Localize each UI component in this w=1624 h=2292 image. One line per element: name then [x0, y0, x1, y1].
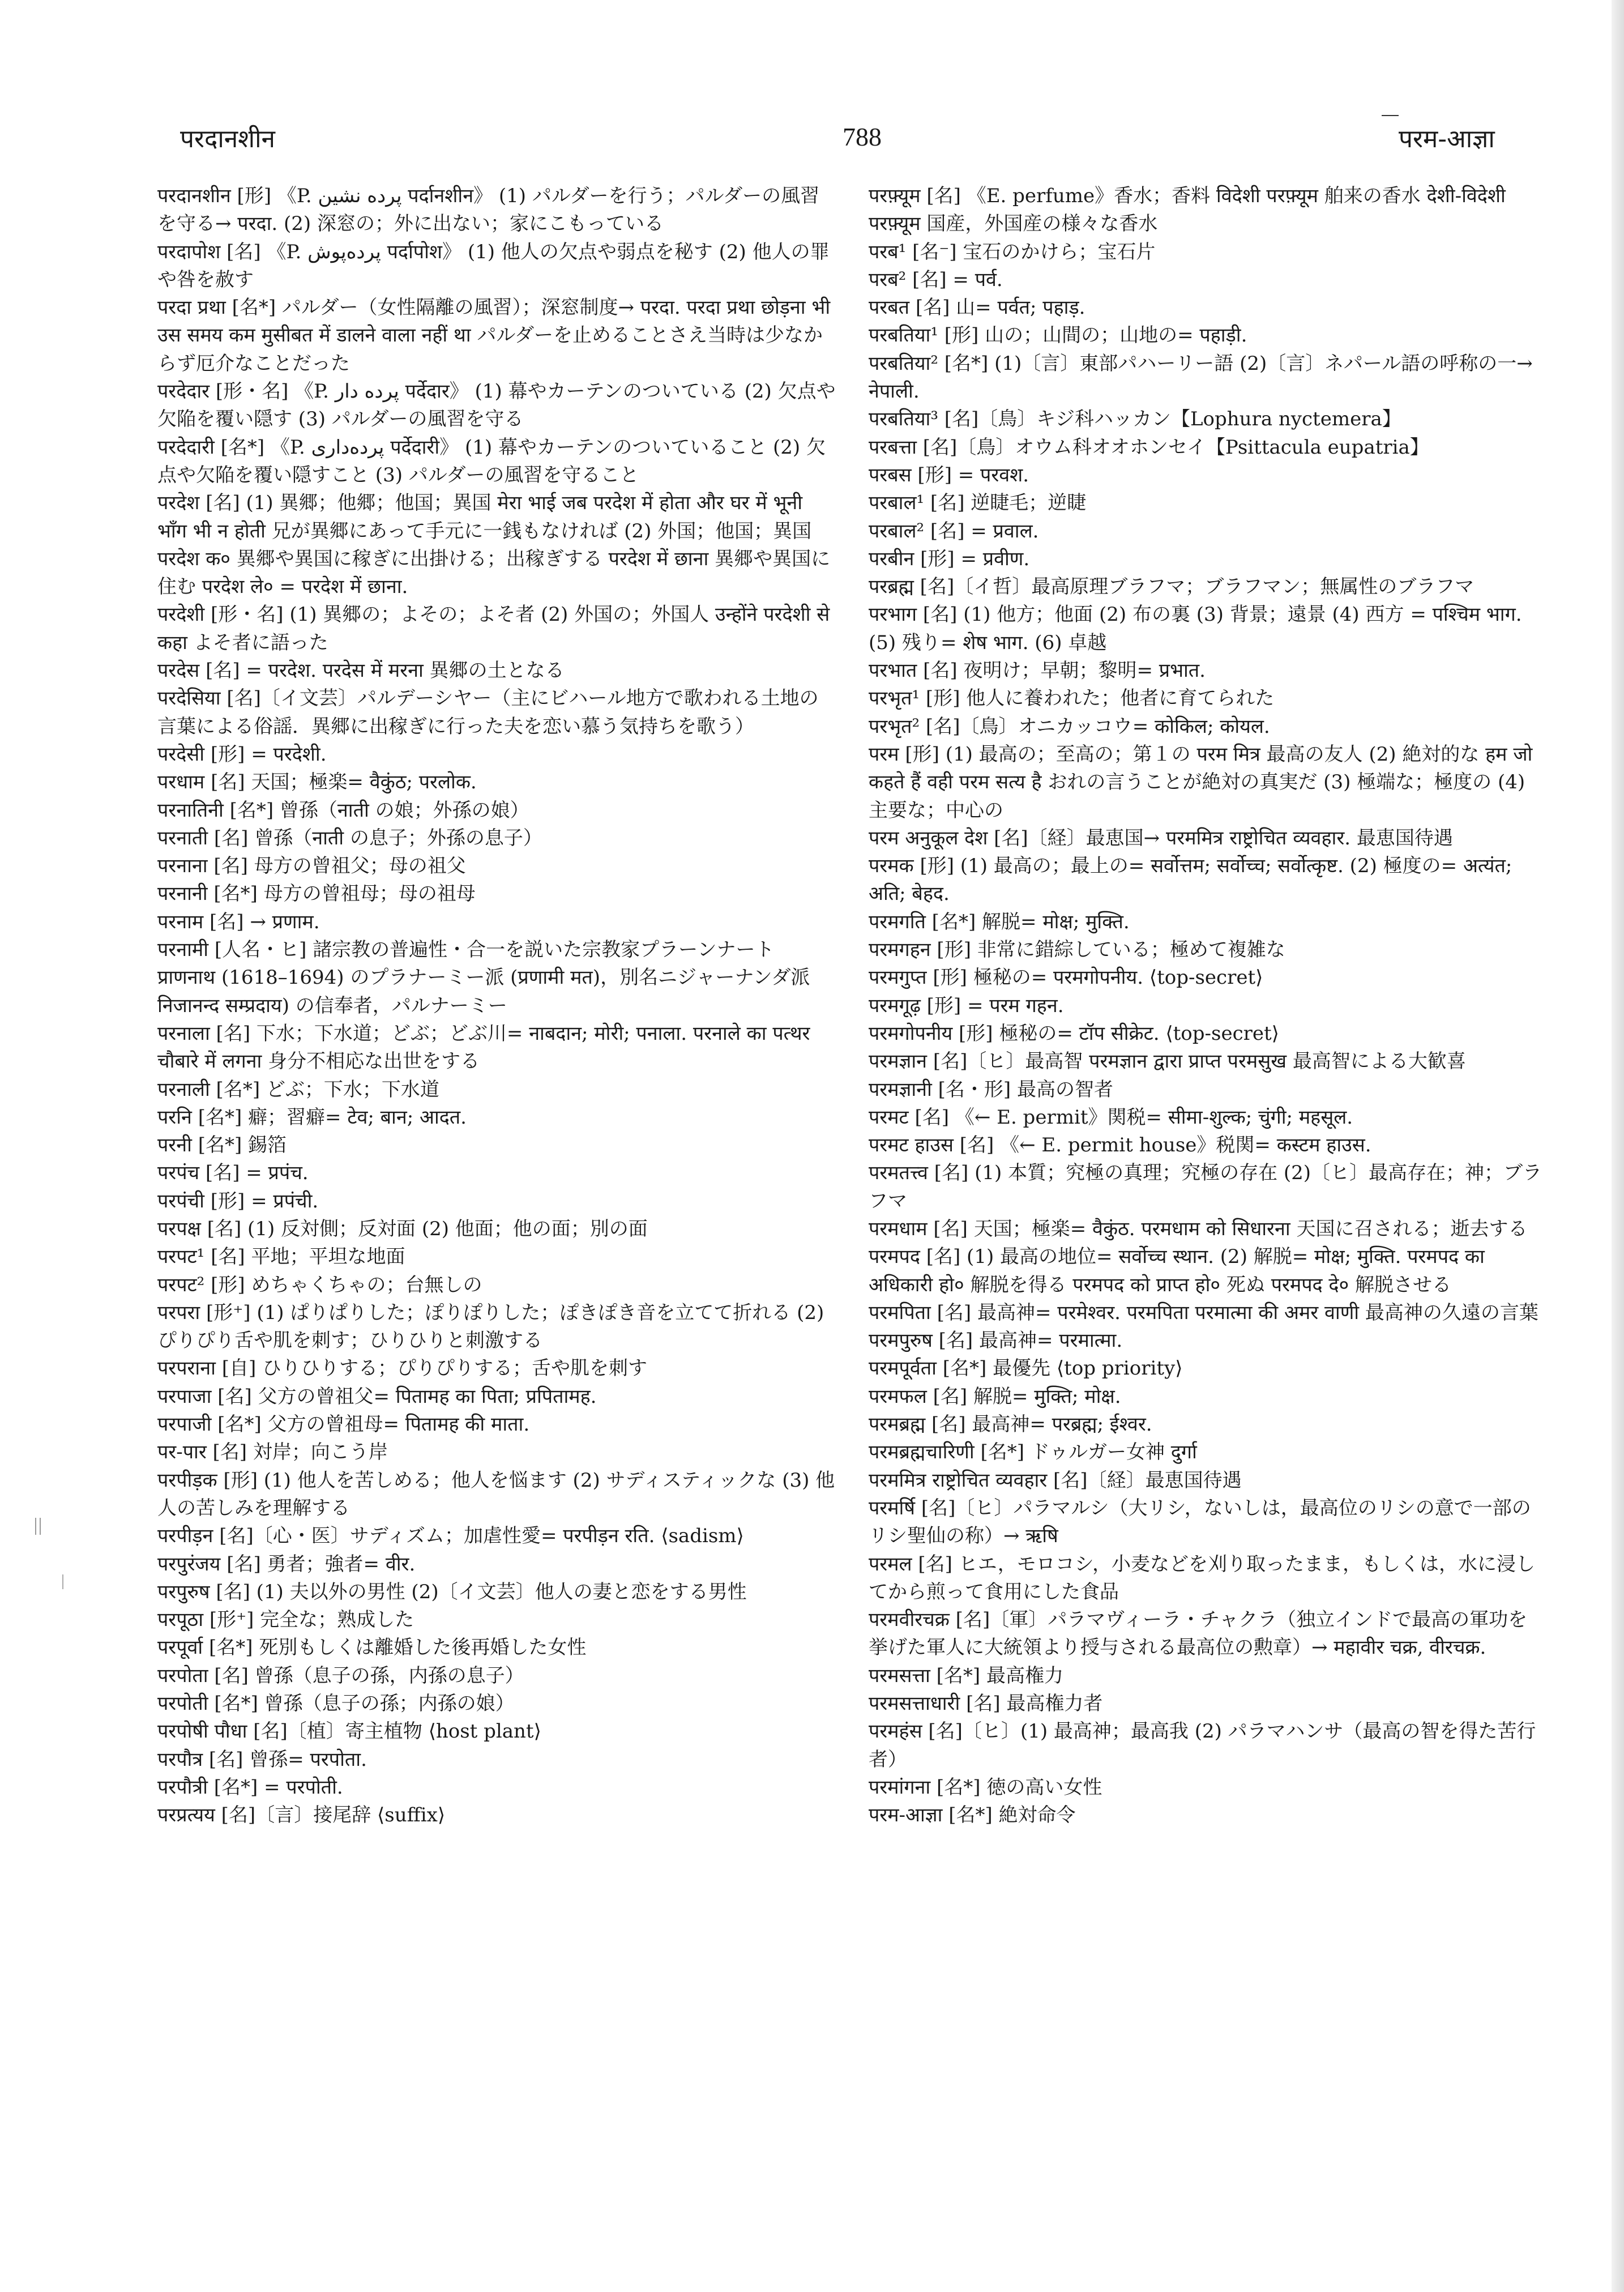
- dictionary-entry: परप्रत्यय [名]〔言〕接尾辞 ⟨suffix⟩: [157, 1804, 446, 1827]
- dictionary-entry: परबतिया² [名*] (1)〔言〕東部パハーリー語 (2)〔言〕ネパール語の呼称の一→ नेपाली.: [869, 352, 1533, 403]
- dictionary-entry: परमपुरुष [名] 最高神= परमात्मा.: [869, 1329, 1123, 1352]
- dictionary-entry: परपंची [形] = प्रपंची.: [157, 1189, 319, 1213]
- dictionary-entry: परनातिनी [名*] 曾孫（नाती の娘；外孫の娘）: [157, 799, 529, 822]
- dictionary-entry: परम अनुकूल देश [名]〔経〕最恵国→ परममित्र राष्ट्रोचित व्यवहार. 最恵国待遇: [869, 826, 1453, 850]
- running-head-right: परम-आज्ञा: [1399, 125, 1495, 153]
- dictionary-entry: परम [形] (1) 最高の；至高の；第１の परम मित्र 最高の友人 (2) 絶対的な हम जो कहते हैं वही परम सत्य है おれの言うことが絶対の真実だ (3) 極端な；極度の (4) 主要な；中心の: [869, 742, 1533, 822]
- dictionary-entry: परनाला [名] 下水；下水道；どぶ；どぶ川= नाबदान; मोरी; पनाला. परनाले का पत्थर चौबारे में लगना 身分不相応な出世をする: [157, 1022, 810, 1073]
- dictionary-entry: परनाली [名*] どぶ；下水；下水道: [157, 1078, 439, 1101]
- dictionary-entry: परनानी [名*] 母方の曾祖母；母の祖母: [157, 882, 476, 906]
- dictionary-entry: परपोती [名*] 曾孫（息子の孫；内孫の娘）: [157, 1692, 515, 1715]
- dictionary-entry: परभाग [名] (1) 他方；他面 (2) 布の裏 (3) 背景；遠景 (4) 西方 = पश्चिम भाग. (5) 残り= शेष भाग. (6) 卓越: [869, 603, 1522, 654]
- dictionary-entry: परमफल [名] 解脱= मुक्ति; मोक्ष.: [869, 1385, 1121, 1408]
- dictionary-entry: परमब्रह्मचारिणी [名*] ドゥルガー女神 दुर्गा: [869, 1441, 1197, 1464]
- dictionary-entry: परमतत्त्व [名] (1) 本質；究極の真理；究極の存在 (2)〔ヒ〕最高存在；神；ブラフマ: [869, 1162, 1542, 1213]
- dictionary-entry: परपूर्वा [名*] 死別もしくは離婚した後再婚した女性: [157, 1636, 587, 1659]
- dictionary-entry: परमपिता [名] 最高神= परमेश्वर. परमपिता परमात्मा की अमर वाणी 最高神の久遠の言葉: [869, 1301, 1538, 1324]
- dictionary-entry: परमब्रह्म [名] 最高神= परब्रह्म; ईश्वर.: [869, 1413, 1152, 1436]
- dictionary-entry: परपट² [形] めちゃくちゃの；台無しの: [157, 1273, 482, 1296]
- dictionary-entry: परधाम [名] 天国；極楽= वैकुंठ; परलोक.: [157, 771, 477, 794]
- dictionary-entry: परमगूढ़ [形] = परम गहन.: [869, 994, 1064, 1017]
- dictionary-entry: परपंच [名] = प्रपंच.: [157, 1162, 309, 1185]
- dictionary-entry: परपौत्री [名*] = परपोती.: [157, 1775, 343, 1799]
- dictionary-entry: परपराना [自] ひりひりする；ぴりぴりする；舌や肌を刺す: [157, 1357, 648, 1380]
- dictionary-entry: परनाम [名] → प्रणाम.: [157, 910, 320, 933]
- page-number: 788: [843, 122, 882, 151]
- dictionary-entry: परपोता [名] 曾孫（息子の孫，内孫の息子）: [157, 1664, 524, 1687]
- dictionary-entry: परब¹ [名⁻] 宝石のかけら；宝石片: [869, 240, 1156, 263]
- dictionary-entry: परमक [形] (1) 最高の；最上の= सर्वोत्तम; सर्वोच्च; सर्वोत्कृष्ट. (2) 極度の= अत्यंत; अति; बेहद.: [869, 855, 1512, 906]
- dictionary-entry: परमगोपनीय [形] 極秘の= टॉप सीक्रेट. ⟨top-secret⟩: [869, 1022, 1279, 1045]
- right-column: [869, 182, 1545, 1830]
- dictionary-entry: परपट¹ [名] 平地；平坦な地面: [157, 1245, 405, 1269]
- dictionary-entry: परमट [名] 《← E. permit》関税= सीमा-शुल्क; चुंगी; महसूल.: [869, 1106, 1353, 1129]
- left-column: [157, 182, 837, 1830]
- dictionary-entry: परब्रह्म [名]〔イ哲〕最高原理ブラフマ；ブラフマン；無属性のブラフマ: [869, 575, 1475, 599]
- dictionary-entry: परमल [名] ヒエ，モロコシ，小麦などを刈り取ったまま，もしくは，水に浸してから煎って食用にした食品: [869, 1552, 1536, 1603]
- dictionary-entry: परबाल² [名] = प्रवाल.: [869, 519, 1039, 543]
- dictionary-entry: परदेदार [形・名] 《P. پرده دار पर्देदार》 (1) 幕やカーテンのついている (2) 欠点や欠陥を覆い隠す (3) パルダーの風習を守る: [157, 380, 836, 431]
- dictionary-entry: परमपद [名] (1) 最高の地位= सर्वोच्च स्थान. (2) 解脱= मोक्ष; मुक्ति. परमपद का अधिकारी हो० 解脱を得る परमपद को प्राप्त हो० 死ぬ परमपद दे० 解脱させる: [869, 1245, 1485, 1296]
- dictionary-entry: परदेशी [形・名] (1) 異郷の；よその；よそ者 (2) 外国の；外国人 उन्होंने परदेशी से कहा よそ者に語った: [157, 603, 830, 654]
- dictionary-entry: परभृत¹ [形] 他人に養われた；他者に育てられた: [869, 687, 1275, 710]
- dictionary-entry: परममित्र राष्ट्रोचित व्यवहार [名]〔経〕最恵国待遇: [869, 1469, 1242, 1492]
- dictionary-entry: परमगुप्त [形] 極秘の= परमगोपनीय. ⟨top-secret⟩: [869, 966, 1263, 989]
- dictionary-entry: परमसत्ता [名*] 最高権力: [869, 1664, 1063, 1687]
- dictionary-entry: परपाजा [名] 父方の曾祖父= पितामह का पिता; प्रपितामह.: [157, 1385, 597, 1408]
- dictionary-entry: परमर्षि [名]〔ヒ〕パラマルシ（大リシ，ないしは，最高位のリシの意で一部のリシ聖仙の称）→ ऋषि: [869, 1496, 1531, 1548]
- dictionary-entry: परमांगना [名*] 徳の高い女性: [869, 1775, 1102, 1799]
- header-rule: [1382, 115, 1399, 116]
- dictionary-entry: परनाना [名] 母方の曾祖父；母の祖父: [157, 855, 466, 878]
- dictionary-entry: परदा प्रथा [名*] パルダー（女性隔離の風習）；深窓制度→ परदा. परदा प्रथा छोड़ना भी उस समय कम मुसीबत में डालने वाला नहीं था パルダーを止めることさえ当時は少なからず厄介なことだった: [157, 296, 831, 375]
- dictionary-entry: परपक्ष [名] (1) 反対側；反対面 (2) 他面；他の面；別の面: [157, 1217, 648, 1240]
- dictionary-entry: परपीड़क [形] (1) 他人を苦しめる；他人を悩ます (2) サディスティックな (3) 他人の苦しみを理解する: [157, 1469, 835, 1520]
- running-head-left: परदानशीन: [180, 125, 275, 153]
- dictionary-entry: परपीड़न [名]〔心・医〕サディズム；加虐性愛= परपीड़न रति. ⟨sadism⟩: [157, 1525, 744, 1548]
- dictionary-entry: परनि [名*] 癖；習癖= टेव; बान; आदत.: [157, 1106, 467, 1129]
- dictionary-entry: परपाजी [名*] 父方の曾祖母= पितामह की माता.: [157, 1413, 530, 1436]
- dictionary-entry: परमज्ञान [名]〔ヒ〕最高智 परमज्ञान द्वारा प्राप्त परमसुख 最高智による大歓喜: [869, 1050, 1466, 1073]
- dictionary-entry: पर-पार [名] 対岸；向こう岸: [157, 1441, 388, 1464]
- dictionary-entry: परबाल¹ [名] 逆睫毛；逆睫: [869, 492, 1087, 515]
- dictionary-entry: परपूठा [形⁺] 完全な；熟成した: [157, 1608, 414, 1632]
- margin-mark: [35, 1518, 41, 1535]
- dictionary-entry: परबतिया¹ [形] 山の；山間の；山地の= पहाड़ी.: [869, 324, 1247, 347]
- dictionary-entry: परनामी [人名・ヒ] 諸宗教の普遍性・合一を説いた宗教家プラーンナート प्राणनाथ (1618–1694) のプラナーミー派 (प्रणामी मत)，別名ニジャーナンダ派 निजानन्द सम्प्रदाय) の信奉者，パルナーミー: [157, 938, 810, 1017]
- dictionary-entry: परनाती [名] 曾孫（नाती の息子；外孫の息子）: [157, 826, 542, 850]
- dictionary-entry: परदानशीन [形] 《P. پرده نشین पर्दानशीन》 (1) パルダーを行う；パルダーの風習を守る→ परदा. (2) 深窓の；外に出ない；家にこもっている: [157, 185, 820, 236]
- dictionary-entry: परब² [名] = पर्व.: [869, 268, 1003, 291]
- dictionary-entry: परपुरंजय [名] 勇者；強者= वीर.: [157, 1552, 416, 1576]
- dictionary-entry: परदेश [名] (1) 異郷；他郷；他国；異国 मेरा भाई जब परदेश में होता और घर में भूनी भाँग भी न होती 兄が異郷にあって手元に一銭もなければ (2) 外国；他国；異国 परदेश क० 異郷や異国に稼ぎに出掛ける；出稼ぎする परदेश में छाना 異郷や異国に住む परदेश ले० = परदेश में छाना.: [157, 492, 831, 599]
- dictionary-entry: परम-आज्ञा [名*] 絶対命令: [869, 1804, 1076, 1827]
- dictionary-entry: परबत [名] 山= पर्वत; पहाड़.: [869, 296, 1085, 319]
- dictionary-entry: परमहंस [名]〔ヒ〕(1) 最高神；最高我 (2) パラマハンサ（最高の智を得た苦行者）: [869, 1720, 1536, 1771]
- dictionary-entry: परबीन [形] = प्रवीण.: [869, 547, 1030, 570]
- dictionary-entry: परपरा [形⁺] (1) ぱりぱりした；ぽりぽりした；ぽきぽき音を立てて折れる (2) ぴりぴり舌や肌を刺す；ひりひりと刺激する: [157, 1301, 824, 1352]
- dictionary-entry: परभात [名] 夜明け；早朝；黎明= प्रभात.: [869, 659, 1206, 682]
- page-edge: [1612, 0, 1624, 2292]
- dictionary-entry: परदेदारी [名*] 《P. پرده‌داری पर्देदारी》 (1) 幕やカーテンのついていること (2) 欠点や欠陥を覆い隠すこと (3) パルダーの風習を守ること: [157, 436, 826, 486]
- dictionary-entry: परनी [名*] 錫箔: [157, 1134, 287, 1157]
- dictionary-entry: परपौत्र [名] 曾孫= परपोता.: [157, 1748, 367, 1771]
- dictionary-entry: परदापोश [名] 《P. پرده‌پوش पर्दापोश》 (1) 他人の欠点や弱点を秘す (2) 他人の罪や咎を赦す: [157, 240, 830, 291]
- dictionary-entry: परमवीरचक्र [名]〔軍〕パラマヴィーラ・チャクラ（独立インドで最高の軍功を挙げた軍人に大統領より授与される最高位の勲章）→ महावीर चक्र, वीरचक्र.: [869, 1608, 1528, 1659]
- dictionary-entry: परभृत² [名]〔鳥〕オニカッコウ= कोकिल; कोयल.: [869, 715, 1270, 738]
- dictionary-entry: परमधाम [名] 天国；極楽= वैकुंठ. परमधाम को सिधारना 天国に召される；逝去する: [869, 1217, 1528, 1240]
- dictionary-entry: परमपूर्वता [名*] 最優先 ⟨top priority⟩: [869, 1357, 1183, 1380]
- dictionary-entry: परबतिया³ [名]〔鳥〕キジ科ハッカン【Lophura nyctemera】: [869, 408, 1401, 431]
- dictionary-entry: परबस [形] = परवश.: [869, 463, 1029, 486]
- dictionary-entry: परपुरुष [名] (1) 夫以外の男性 (2)〔イ文芸〕他人の妻と恋をする男性: [157, 1580, 747, 1603]
- dictionary-entry: परदेसिया [名]〔イ文芸〕パルデーシヤー（主にビハール地方で歌われる土地の言葉による俗謡．異郷に出稼ぎに行った夫を恋い慕う気持ちを歌う）: [157, 687, 819, 738]
- dictionary-entry: परमट हाउस [名] 《← E. permit house》税関= कस्टम हाउस.: [869, 1134, 1371, 1157]
- dictionary-entry: परफ़्यूम [名] 《E. perfume》香水；香料 विदेशी परफ़्यूम 舶来の香水 देशी-विदेशी परफ़्यूम 国産，外国産の様々な香水: [869, 185, 1506, 236]
- dictionary-entry: परमज्ञानी [名・形] 最高の智者: [869, 1078, 1113, 1101]
- dictionary-entry: परपोषी पौधा [名]〔植〕寄主植物 ⟨host plant⟩: [157, 1720, 541, 1743]
- dictionary-entry: परबत्ता [名]〔鳥〕オウム科オオホンセイ【Psittacula eupatria】: [869, 436, 1429, 459]
- dictionary-entry: परदेसी [形] = परदेशी.: [157, 742, 327, 766]
- margin-mark: [62, 1574, 63, 1589]
- dictionary-entry: परमगति [名*] 解脱= मोक्ष; मुक्ति.: [869, 910, 1130, 933]
- dictionary-entry: परमगहन [形] 非常に錯綜している；極めて複雑な: [869, 938, 1285, 962]
- dictionary-entry: परदेस [名] = परदेश. परदेस में मरना 異郷の土となる: [157, 659, 565, 682]
- dictionary-entry: परमसत्ताधारी [名] 最高権力者: [869, 1692, 1103, 1715]
